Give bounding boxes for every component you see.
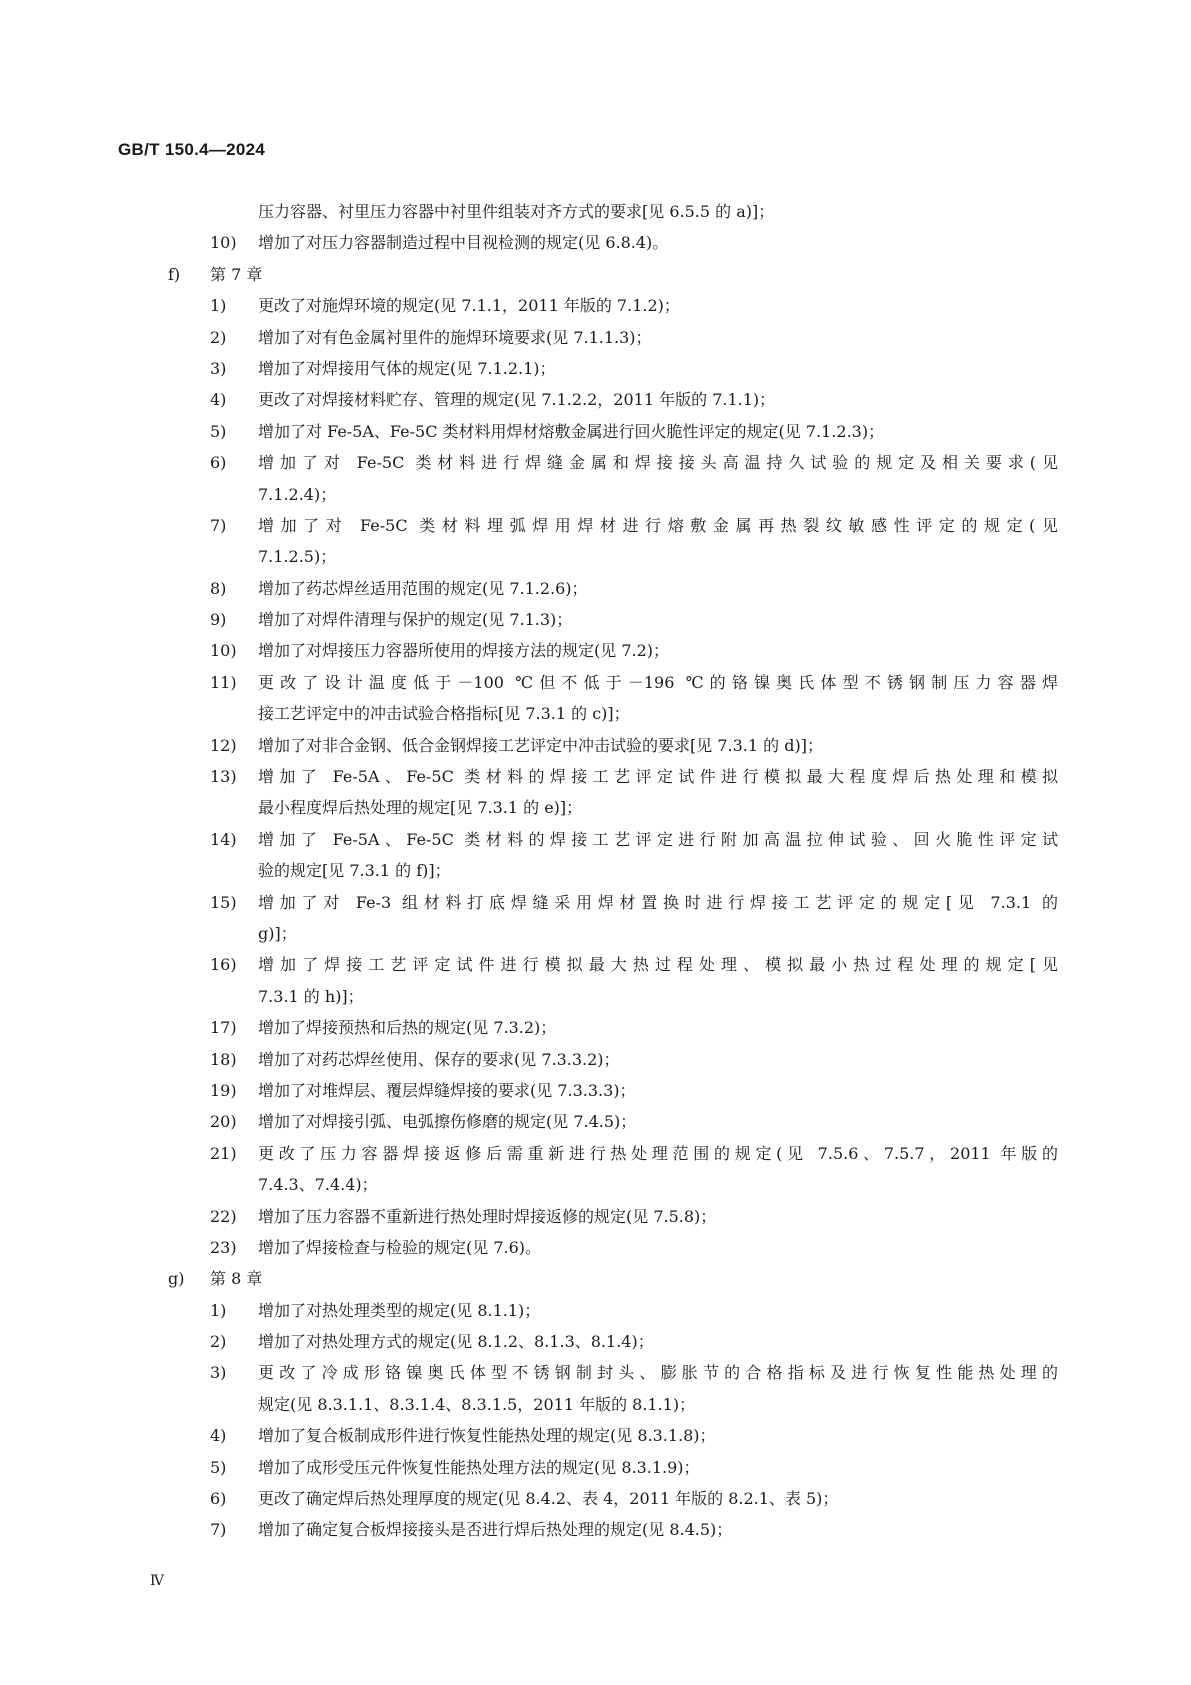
list-item-continuation — [0, 479, 1191, 510]
list-item — [0, 949, 1191, 980]
list-item — [0, 1201, 1191, 1232]
list-item — [0, 1075, 1191, 1106]
list-item — [0, 384, 1191, 415]
section-title: 第 7 章 — [210, 264, 263, 284]
item-text: 增加了对有色金属衬里件的施焊环境要求(见 7.1.1.3)； — [258, 327, 652, 347]
list-item — [0, 573, 1191, 604]
item-text: 压力容器、衬里压力容器中衬里件组装对齐方式的要求[见 6.5.5 的 a)]； — [258, 202, 775, 221]
list-item-continuation — [0, 698, 1191, 729]
list-item-continuation — [0, 918, 1191, 949]
item-number: 9) — [210, 610, 227, 630]
item-text: 增加了对焊件清理与保护的规定(见 7.1.3)； — [258, 610, 573, 630]
item-text: 增加了对热处理方式的规定(见 8.1.2、8.1.3、8.1.4)； — [258, 1332, 654, 1352]
item-text: 增加了对热处理类型的规定(见 8.1.1)； — [258, 1300, 541, 1320]
list-item — [0, 227, 1191, 258]
item-number: 10) — [210, 233, 237, 253]
item-number: 22) — [210, 1206, 237, 1226]
list-item — [0, 322, 1191, 353]
list-item — [0, 667, 1191, 698]
list-item — [0, 1012, 1191, 1043]
item-number: 14) — [210, 829, 237, 849]
item-text: 增加了对堆焊层、覆层焊缝焊接的要求(见 7.3.3.3)； — [258, 1080, 636, 1100]
item-text: 增加了复合板制成形件进行恢复性能热处理的规定(见 8.3.1.8)； — [258, 1426, 716, 1446]
page-number: Ⅳ — [150, 1573, 164, 1589]
item-text: 更改了冷成形铬镍奥氏体型不锈钢制封头、膨胀节的合格指标及进行恢复性能热处理的 — [258, 1363, 1058, 1383]
item-number: 16) — [210, 955, 237, 975]
section-g-list — [0, 1295, 1191, 1546]
list-item — [0, 416, 1191, 447]
list-item — [0, 1452, 1191, 1483]
item-text-continued: 规定(见 8.3.1.1、8.3.1.4、8.3.1.5，2011 年版的 8.1.1)； — [258, 1394, 696, 1414]
section-heading — [0, 259, 1191, 290]
item-text: 增加了焊接预热和后热的规定(见 7.3.2)； — [258, 1018, 557, 1038]
item-text-continued: 最小程度焊后热处理的规定[见 7.3.1 的 e)]； — [258, 798, 583, 818]
section-f-list — [0, 290, 1191, 1263]
item-text: 增加了对焊接压力容器所使用的焊接方法的规定(见 7.2)； — [258, 641, 670, 661]
item-number: 4) — [210, 390, 227, 410]
page-body — [0, 196, 1191, 1546]
list-item-continuation — [0, 1389, 1191, 1420]
item-text-continued: 验的规定[见 7.3.1 的 f)]； — [258, 861, 451, 881]
item-number: 20) — [210, 1112, 237, 1132]
item-text: 更改了压力容器焊接返修后需重新进行热处理范围的规定(见 7.5.6、7.5.7，2011 年版的 — [258, 1143, 1058, 1163]
list-item-continuation — [0, 1169, 1191, 1200]
list-item-continuation — [0, 855, 1191, 886]
list-item — [0, 290, 1191, 321]
item-text-continued: 7.3.1 的 h)]； — [258, 986, 364, 1006]
item-number: 17) — [210, 1018, 237, 1038]
item-number: 15) — [210, 892, 237, 912]
section-title: 第 8 章 — [210, 1269, 263, 1289]
item-text: 增加了 Fe-5A、Fe-5C 类材料的焊接工艺评定进行附加高温拉伸试验、回火脆性评定试 — [258, 829, 1058, 849]
list-item — [0, 635, 1191, 666]
item-text: 增加了压力容器不重新进行热处理时焊接返修的规定(见 7.5.8)； — [258, 1206, 717, 1226]
item-text: 增加了成形受压元件恢复性能热处理方法的规定(见 8.3.1.9)； — [258, 1457, 700, 1477]
item-text: 增加了对 Fe-3 组材料打底焊缝采用焊材置换时进行焊接工艺评定的规定[见 7.3.1 的 — [258, 892, 1058, 912]
item-number: 1) — [210, 296, 227, 316]
item-text-continued: 7.1.2.4)； — [258, 484, 337, 504]
item-number: 3) — [210, 1363, 227, 1383]
item-text-continued: 接工艺评定中的冲击试验合格指标[见 7.3.1 的 c)]； — [258, 704, 630, 724]
continued-line — [0, 196, 1191, 227]
item-text: 增加了对焊接引弧、电弧擦伤修磨的规定(见 7.4.5)； — [258, 1112, 637, 1132]
item-number: 11) — [210, 672, 237, 692]
item-text: 更改了设计温度低于－100 ℃但不低于－196 ℃的铬镍奥氏体型不锈钢制压力容器焊 — [258, 672, 1058, 692]
item-number: 5) — [210, 421, 227, 441]
list-item — [0, 824, 1191, 855]
item-text: 更改了确定焊后热处理厚度的规定(见 8.4.2、表 4，2011 年版的 8.2.1、表 5)； — [258, 1489, 839, 1509]
section-letter: f) — [168, 264, 181, 284]
list-item — [0, 447, 1191, 478]
item-number: 12) — [210, 735, 237, 755]
item-number: 5) — [210, 1457, 227, 1477]
item-text: 增加了 Fe-5A、Fe-5C 类材料的焊接工艺评定试件进行模拟最大程度焊后热处理和模拟 — [258, 767, 1058, 787]
item-text: 增加了确定复合板焊接接头是否进行焊后热处理的规定(见 8.4.5)； — [258, 1520, 733, 1540]
item-text: 增加了焊接工艺评定试件进行模拟最大热过程处理、模拟最小热过程处理的规定[见 — [258, 955, 1058, 975]
item-text: 更改了对施焊环境的规定(见 7.1.1，2011 年版的 7.1.2)； — [258, 296, 680, 316]
item-number: 6) — [210, 1489, 227, 1509]
list-item — [0, 1232, 1191, 1263]
list-item — [0, 1357, 1191, 1388]
item-number: 8) — [210, 578, 227, 598]
item-text: 增加了焊接检查与检验的规定(见 7.6)。 — [258, 1237, 542, 1257]
item-text: 增加了对药芯焊丝使用、保存的要求(见 7.3.3.2)； — [258, 1049, 620, 1069]
item-text: 更改了对焊接材料贮存、管理的规定(见 7.1.2.2，2011 年版的 7.1.1)； — [258, 390, 776, 410]
item-number: 18) — [210, 1049, 237, 1069]
item-number: 3) — [210, 358, 227, 378]
item-number: 13) — [210, 767, 237, 787]
list-item — [0, 730, 1191, 761]
list-item — [0, 1295, 1191, 1326]
item-text: 增加了对压力容器制造过程中目视检测的规定(见 6.8.4)。 — [258, 233, 669, 253]
list-item — [0, 1514, 1191, 1545]
list-item — [0, 1106, 1191, 1137]
item-text: 增加了对 Fe-5A、Fe-5C 类材料用焊材熔敷金属进行回火脆性评定的规定(见 7.1.2.3)； — [258, 421, 885, 441]
item-text: 增加了药芯焊丝适用范围的规定(见 7.1.2.6)； — [258, 578, 588, 598]
list-item — [0, 887, 1191, 918]
list-item — [0, 1483, 1191, 1514]
list-item — [0, 353, 1191, 384]
item-text: 增加了对焊接用气体的规定(见 7.1.2.1)； — [258, 358, 556, 378]
item-text-continued: 7.1.2.5)； — [258, 547, 337, 567]
item-number: 7) — [210, 515, 227, 535]
list-item — [0, 510, 1191, 541]
item-text-continued: 7.4.3、7.4.4)； — [258, 1175, 378, 1195]
section-heading — [0, 1263, 1191, 1294]
document-number: GB/T 150.4—2024 — [118, 140, 266, 159]
list-item-continuation — [0, 541, 1191, 572]
item-text-continued: g)]； — [258, 923, 297, 943]
item-number: 19) — [210, 1080, 237, 1100]
item-number: 7) — [210, 1520, 227, 1540]
list-item — [0, 1138, 1191, 1169]
item-number: 1) — [210, 1300, 227, 1320]
list-item-continuation — [0, 792, 1191, 823]
item-number: 2) — [210, 327, 227, 347]
item-number: 21) — [210, 1143, 237, 1163]
list-item — [0, 1044, 1191, 1075]
section-letter: g) — [168, 1269, 185, 1289]
list-item — [0, 1326, 1191, 1357]
item-text: 增加了对 Fe-5C 类材料埋弧焊用焊材进行熔敷金属再热裂纹敏感性评定的规定(见 — [258, 515, 1058, 535]
list-item — [0, 604, 1191, 635]
list-item-continuation — [0, 981, 1191, 1012]
item-text: 增加了对 Fe-5C 类材料进行焊缝金属和焊接接头高温持久试验的规定及相关要求(见 — [258, 453, 1058, 473]
item-number: 4) — [210, 1426, 227, 1446]
item-number: 23) — [210, 1237, 237, 1257]
list-item — [0, 1420, 1191, 1451]
item-number: 2) — [210, 1332, 227, 1352]
item-number: 10) — [210, 641, 237, 661]
item-number: 6) — [210, 453, 227, 473]
item-text: 增加了对非合金钢、低合金钢焊接工艺评定中冲击试验的要求[见 7.3.1 的 d)]； — [258, 735, 823, 755]
list-item — [0, 761, 1191, 792]
